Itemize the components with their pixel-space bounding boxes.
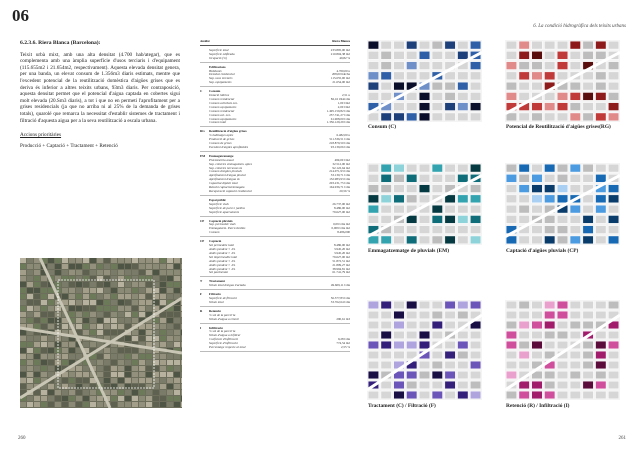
table-row-label: Dotació hídrica	[209, 93, 230, 98]
table-section-name: Retenció	[209, 308, 221, 313]
map-graphic	[367, 163, 482, 245]
table-row	[200, 57, 350, 61]
table-section	[200, 220, 350, 238]
table-row	[200, 346, 350, 350]
table-section-name: Infiltració	[209, 325, 223, 330]
map-graphic	[367, 300, 482, 400]
actions-title: Accions prioritàries	[20, 132, 62, 139]
table-row-value: 0,009 l/dia m2	[331, 226, 350, 231]
table-row	[200, 190, 350, 194]
table-row-label: Aiulls pendent > 4%	[209, 250, 236, 255]
table-row	[200, 318, 350, 322]
table-row-label: Volum d'aigua a retenir	[209, 316, 240, 321]
table-row	[200, 121, 350, 125]
table-row	[200, 146, 350, 150]
table-row-value: 21.654,00 m2	[332, 80, 350, 85]
table-row-value: 21.809,27 m2	[332, 262, 350, 267]
table-row-label: Superfície edificada	[209, 51, 235, 56]
table-row-label: Sol pavimentat	[209, 270, 229, 275]
table-row-label: Consum d'aigües pluvials	[209, 169, 242, 174]
table-row-label: Aprofitament d'aigua ús	[209, 177, 240, 182]
table-row-value: 38.994,81 m2	[332, 266, 350, 271]
table-section	[200, 327, 350, 352]
table-row-label: Consum act. eco.	[209, 112, 231, 117]
table-row	[200, 231, 350, 235]
map-captacio	[505, 163, 620, 245]
table-row-label: Consum residencial	[209, 96, 235, 101]
table-row-value: 218.879,50 l/dia	[329, 141, 350, 146]
table-row-value: 774,54 m2	[336, 341, 350, 346]
table-row-label: Sol permeable total	[209, 243, 234, 248]
map-caption-captacio: Captació d'aigües pluvials (CP)	[506, 248, 579, 254]
table-row-label: Consum equipaments	[209, 104, 237, 109]
table-row-value: 33.130,71 l/dia	[330, 173, 350, 178]
table-row-label: Volum total	[209, 299, 224, 304]
table-row-value: 61.908,00 l/dia	[330, 116, 350, 121]
table-header-left: Anàlisi	[200, 39, 210, 43]
table-row-value: 290,61 m3	[336, 316, 350, 321]
table-row-label: Excedent d'aigües aprofitables	[209, 144, 249, 149]
table-row-label: Superfície de parcs i jardins	[209, 205, 245, 210]
table-row-value: 1.495.159,82 l/dia	[326, 108, 350, 113]
table-row-label: Coeficient d'infiltració	[209, 337, 238, 342]
analysis-table	[200, 40, 350, 352]
running-head: 6. La condició hidrogràfica dels teixits urbans	[533, 24, 626, 29]
section-text	[20, 40, 180, 149]
table-row-label: Aiulls pendent < 4%	[209, 258, 236, 263]
table-row-label: Producció de grises	[209, 137, 235, 142]
table-section-name: Emmagatzematge	[209, 153, 234, 158]
table-section	[200, 310, 350, 324]
table-row-value: 32.512,00 m2	[332, 161, 350, 166]
table-row-value: 3.945,20 m2	[333, 250, 350, 255]
table-row-value: 115.655,00 m2	[330, 76, 350, 81]
table-row-value: 214.071,93 l/dia	[329, 169, 350, 174]
table-row-value: 49,82 %	[339, 55, 350, 60]
table-row-label: Superfície total	[209, 47, 229, 52]
table-row-value: 51.872,51 m2	[332, 258, 350, 263]
table-row-value: 2,51 u	[342, 93, 350, 98]
table-row-value: 208,00 hab/ha	[331, 72, 350, 77]
table-section-code: CP	[200, 239, 205, 244]
table-row-value: 4.700,00 u	[336, 68, 350, 73]
table-row-label: Recuperació captació residencial	[209, 189, 252, 193]
table-row-label: % sol de la parcel·la	[209, 329, 236, 334]
map-graphic	[505, 40, 620, 122]
table-section	[200, 280, 350, 290]
table-row-value: 79.627,00 m2	[332, 254, 350, 259]
section-title: 6.2.3.6. Riera Blanca (Barcelona):	[20, 40, 101, 46]
table-row-label: Consum	[209, 230, 220, 235]
table-row-label: Consum residencial	[209, 108, 235, 113]
table-row-label: Consum total	[209, 120, 227, 125]
table-section-name: Consum	[209, 89, 221, 94]
table-row-label: Sup. equipaments	[209, 80, 232, 85]
table-row-label: Aiulls pendent < 4%	[209, 266, 236, 271]
table-row-value: 233.895,00 m2	[330, 47, 350, 52]
table-row-label: Consum de grises	[209, 141, 232, 146]
table-section-code: R	[200, 308, 203, 313]
table-section-code: RG	[200, 129, 205, 134]
table-section-name: Captació	[209, 239, 222, 244]
table-row-label: Pluviometria anual	[209, 157, 234, 162]
table-row-label: Superfície aparcaments	[209, 209, 240, 214]
map-graphic	[505, 163, 620, 245]
table-section-name: Edificacions	[209, 64, 226, 69]
table-row-value: 164.936,71 l/dia	[329, 185, 350, 190]
table-row-label: Sup. cobertes terrasses ús	[209, 165, 243, 170]
table-section	[200, 130, 350, 152]
section-body: Teixit urbà mixt, amb una alta densitat (4.700 hab/ategar), que es complementa amb una àmplia superfície d'usos terciaris i d'equipament (115.655m2 i 21.654m2, respectivament). Aquesta elevada densitat genera, per una banda, un elevat consum de 1.356m3 diaris estimats, mentre que l'excedent potencial de la reutilització domèstica d'aigües grises que es deriva és inferior a altres teixits urbans, 93m3 diaris. Per contraposició, aquesta densitat permet que el potencial d'aigua captada en cobertes sigui molt elevada (20.Sm3 diaris), a tot i que no en permeti l'aprofitament per a grises residencials (ja que no arriba ni al 25% de la demanda de grises totals), quarolé que remarca la necessitat d'establir sistemes de tractament i filtració d'aquesta aigua per a la seva reutilització a escala urbana.	[20, 51, 180, 124]
table-row-value: 499,00 l/m2	[334, 157, 350, 162]
table-row-label: % habitatges aptes	[209, 133, 234, 138]
table-row-label: Sup. cobertes emmagatzem. aptes	[209, 161, 252, 166]
table-row-value: 61.741,79 m2	[332, 270, 350, 275]
table-row-label: Volum total d'aigua tractada	[209, 283, 246, 288]
table-row-value: 82,16 l/hab/dia	[330, 96, 350, 101]
table-row-value: 257.741,27 l/dia	[329, 112, 350, 117]
table-section-code: T	[200, 279, 203, 284]
table-row-value: 3.945,20 m2	[333, 246, 350, 251]
map-tractament	[367, 300, 482, 400]
table-section	[200, 66, 350, 88]
table-section-name: Captació pluvials	[209, 218, 233, 223]
actions-list: Producció + Captació + Tractament + Retenció	[20, 142, 118, 149]
table-row-label: % sol de la parcel·la	[209, 312, 236, 317]
table-row-value: 6.482,00 u	[336, 133, 350, 138]
table-row-value: 203.231,75 l/dia	[329, 181, 350, 186]
table-row-label: Habitants	[209, 68, 222, 73]
table-row-label: Consum activitats eco.	[209, 100, 238, 105]
map-graphic	[367, 40, 482, 122]
table-row-label: Percentatge respecte al total	[209, 345, 246, 350]
table-row-value: 9,28 l/dia	[337, 337, 350, 342]
table-row-label: Superfície de filtració	[209, 296, 237, 301]
map-caption-consum: Consum (C)	[368, 124, 397, 130]
table-section	[200, 155, 350, 196]
table-row-label: Sup. permeable vials	[209, 222, 236, 227]
table-section	[200, 49, 350, 63]
table-section-code: F	[200, 292, 202, 297]
table-row	[200, 284, 350, 288]
table-row-value: 1.356.129,29 l/dia	[326, 120, 350, 125]
table-row	[200, 301, 350, 305]
table-row-label: Superfície d'infiltració	[209, 341, 238, 346]
table-section	[200, 240, 350, 277]
map-consum	[367, 40, 482, 122]
table-row-label: Densitat residencial	[209, 72, 235, 77]
map-reutilitzacio	[505, 40, 620, 122]
map-retencio	[505, 300, 620, 400]
table-row-value: 8.486,000	[337, 230, 350, 235]
table-row-value: 26.737,00 m2	[332, 201, 350, 206]
table-row-label: Volum d'aigua a infiltrar	[209, 333, 241, 338]
table-row-label: Aiulls pendent < 4%	[209, 246, 236, 251]
table-section-name: Reutilització d'aigües grises	[209, 129, 247, 134]
table-row-value: 1,00 l/m2	[337, 100, 350, 105]
table-section	[200, 199, 350, 217]
page-number-left: 260	[18, 436, 26, 441]
table-row-value: 210.804,38 m2	[330, 51, 350, 56]
table-row-value: 20,56 %	[339, 189, 350, 193]
table-header-right: Riera Blanca	[332, 39, 350, 43]
table-row-value: 93.139,06 l/dia	[330, 144, 350, 149]
table-section-code: C	[200, 89, 203, 94]
table-row-value: 511.336,51 l/dia	[329, 137, 350, 142]
table-row-value: 2,55 %	[340, 345, 350, 350]
table-row-value: 33.762,64 l/dia	[330, 299, 350, 304]
map-graphic	[505, 300, 620, 400]
table-row	[200, 81, 350, 85]
table-section-code: EM	[200, 153, 206, 158]
table-row-label: Emmagatzem. Parcs/Jardins	[209, 226, 246, 231]
table-section	[200, 90, 350, 127]
table-row-value: 8.486,00 m2	[333, 243, 350, 248]
aerial-photo	[20, 258, 182, 408]
table-row	[200, 271, 350, 275]
map-caption-reutilitzacio: Potencial de Reutilització d'aigües grises(RG)	[506, 124, 611, 130]
table-row-value: 132.983,93 l/dia	[329, 177, 350, 182]
map-caption-emmagatzematge: Emmagatzematge de pluvials (EM)	[368, 248, 449, 254]
table-row	[200, 211, 350, 215]
table-section	[200, 293, 350, 307]
page-number-right: 261	[618, 436, 626, 441]
map-emmagatzematge	[367, 163, 482, 245]
map-caption-tractament: Tractament (C) / Filtració (F)	[368, 403, 436, 409]
table-row-value: 56.377,83 l/dia	[330, 296, 350, 301]
table-row-label: Sup. usos terciaris	[209, 76, 233, 81]
table-section-name: Tractament	[209, 279, 225, 284]
table-row-label: Relació captació/emmagatz.	[209, 185, 246, 190]
table-section-name: Espai públic	[209, 197, 226, 202]
table-row-value: 0,09 l/dia m2	[333, 222, 350, 227]
map-caption-retencio: Retenció (R) / Infiltració (I)	[506, 403, 570, 409]
table-row-value: 79.627,00 m2	[332, 209, 350, 214]
table-row-value: 49.609,11 l/dia	[330, 283, 350, 288]
chapter-number: 06	[12, 6, 29, 25]
table-section-name: Filtració	[209, 292, 221, 297]
table-row-value: 8.486,00 m2	[333, 205, 350, 210]
table-row-label: Capacitat dipòsit total	[209, 181, 238, 186]
table-row-label: Superfície vials	[209, 201, 229, 206]
table-row-value: 92.122,64 m2	[332, 165, 350, 170]
table-section-code: CP	[200, 218, 205, 223]
table-row-label: Consum equipaments	[209, 116, 237, 121]
table-row-label: Aprofitament d'aigua pluvial	[209, 173, 246, 178]
table-row-label: Sol impermeable total	[209, 254, 238, 259]
table-row-label: Aiulls pendent > 4%	[209, 262, 236, 267]
table-row-label: Ocupació (%)	[209, 55, 227, 60]
table-section-code: I	[200, 325, 202, 330]
table-row-value: 2,00 l/m2	[337, 104, 350, 109]
